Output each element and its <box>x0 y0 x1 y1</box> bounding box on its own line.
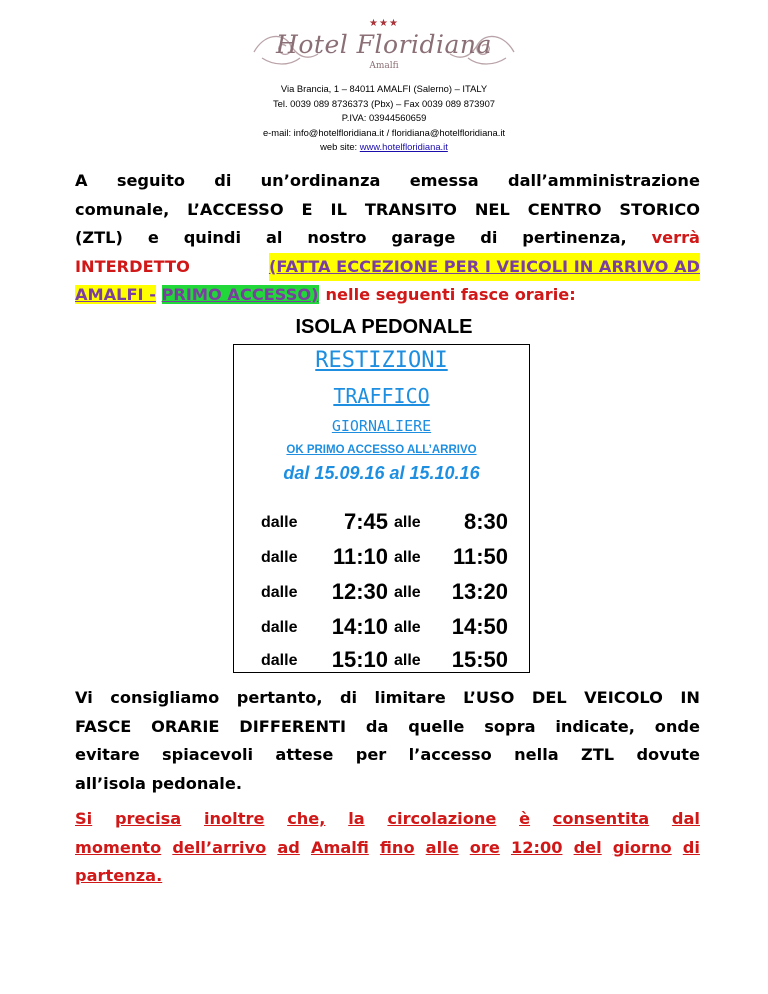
word: evitare <box>75 745 140 764</box>
word-verra: verrà <box>651 228 700 247</box>
intro-line-4 <box>75 253 700 282</box>
word: circolazione <box>387 809 497 828</box>
slot-to: 8:30 <box>463 509 508 534</box>
word: al <box>265 228 283 247</box>
word: L’USO <box>463 688 515 707</box>
advice-line-1 <box>75 684 700 713</box>
word: all’isola pedonale. <box>75 773 242 793</box>
slot-to: 15:50 <box>451 647 508 672</box>
word: da <box>365 716 389 736</box>
intro-paragraph <box>75 167 700 310</box>
to-word: alle <box>394 584 421 601</box>
from-word: dalle <box>261 652 298 669</box>
final-note-paragraph <box>75 805 700 891</box>
word: di <box>339 688 358 707</box>
intro-line-2 <box>75 196 700 225</box>
box-period: dal 15.09.16 al 15.10.16 <box>283 463 480 483</box>
to-word: alle <box>394 619 421 636</box>
word: NEL <box>474 199 510 219</box>
word: sopra <box>484 716 536 736</box>
word: quelle <box>408 716 465 736</box>
advice-paragraph <box>75 684 700 798</box>
word: 12:00 <box>510 837 563 857</box>
slot-from: 7:45 <box>343 509 388 534</box>
word: dall’amministrazione <box>508 171 700 190</box>
word: per <box>355 745 387 764</box>
word: quindi <box>183 228 242 247</box>
logo-name: Hotel Floridiana <box>276 30 492 59</box>
slot-from: 14:10 <box>331 614 388 639</box>
word: dell’arrivo <box>172 837 267 857</box>
advice-line-4 <box>75 770 700 799</box>
word: garage <box>391 228 456 247</box>
slot-to: 13:20 <box>451 579 508 604</box>
word: IL <box>330 199 347 219</box>
word: ZTL <box>581 745 615 764</box>
word: ore <box>469 837 500 857</box>
word: momento <box>75 837 162 857</box>
word: di <box>682 837 700 857</box>
slot-from: 15:10 <box>331 647 388 672</box>
word: VEICOLO <box>584 688 663 707</box>
word: indicate, <box>555 716 635 736</box>
slot-to: 14:50 <box>451 614 508 639</box>
word: Amalfi <box>310 837 369 857</box>
word: spiacevoli <box>162 745 254 764</box>
word: emessa <box>409 171 479 190</box>
web-line <box>0 140 768 155</box>
word: ad <box>277 837 300 857</box>
word: consentita <box>552 809 650 828</box>
intro-line-1 <box>75 167 700 196</box>
word: è <box>519 809 531 828</box>
word: inoltre <box>203 809 265 828</box>
fasce-orarie-text: nelle seguenti fasce orarie: <box>325 285 576 304</box>
word: ORARIE <box>151 716 220 736</box>
word: nostro <box>307 228 367 247</box>
word: di <box>214 171 232 190</box>
intro-line-3 <box>75 224 700 253</box>
from-word: dalle <box>261 619 298 636</box>
word: seguito <box>116 171 185 190</box>
word: (ZTL) <box>75 228 123 247</box>
word: un’ordinanza <box>260 171 381 190</box>
word: giorno <box>612 837 672 857</box>
word: di <box>480 228 498 247</box>
website-link[interactable]: www.hotelfloridiana.it <box>359 141 448 152</box>
word: dal <box>671 809 700 828</box>
word: STORICO <box>619 199 700 219</box>
email-line: e-mail: info@hotelfloridiana.it / floridiana@hotelfloridiana.it <box>262 126 506 138</box>
word: limitare <box>374 688 446 707</box>
word: del <box>573 837 602 857</box>
word: che, <box>287 809 326 828</box>
word: IN <box>680 688 700 707</box>
time-slot-row <box>261 575 511 605</box>
intro-line-5 <box>75 281 700 310</box>
from-word: dalle <box>261 549 298 566</box>
box-title-giornaliere: GIORNALIERE <box>331 417 432 435</box>
to-word: alle <box>394 514 421 531</box>
word: pertanto, <box>236 688 323 707</box>
word: nella <box>514 745 559 764</box>
logo-place: Amalfi <box>369 61 399 71</box>
restrictions-box <box>233 344 530 673</box>
final-line-2 <box>75 834 700 863</box>
word: l’accesso <box>408 745 492 764</box>
vat-line: P.IVA: 03944560659 <box>341 112 427 123</box>
exception-text-2: AMALFI - <box>75 285 156 304</box>
time-slot-row <box>261 610 511 640</box>
word: L’ACCESSO <box>187 199 284 219</box>
logo-stars: ★★★ <box>369 18 399 29</box>
word: alle <box>425 837 459 857</box>
advice-line-2 <box>75 713 700 742</box>
word: pertinenza, <box>522 228 627 247</box>
address-line: Via Brancia, 1 – 84011 AMALFI (Salerno) – ITALY <box>280 83 488 94</box>
box-note: OK PRIMO ACCESSO ALL’ARRIVO <box>286 444 477 456</box>
isola-heading: ISOLA PEDONALE <box>295 316 473 338</box>
word: DIFFERENTI <box>239 716 347 736</box>
advice-line-3 <box>75 741 700 770</box>
word: dovute <box>636 745 700 764</box>
from-word: dalle <box>261 584 298 601</box>
word: precisa <box>114 809 182 828</box>
word: Si <box>75 809 93 828</box>
time-slot-row <box>261 540 511 570</box>
word: la <box>348 809 365 828</box>
word: partenza. <box>75 866 163 885</box>
time-slot-row <box>261 505 511 535</box>
word: onde <box>654 716 700 736</box>
final-line-1 <box>75 805 700 834</box>
exception-text: (FATTA ECCEZIONE PER I VEICOLI IN ARRIVO AD <box>269 253 700 282</box>
box-title-restrizioni: RESTIZIONI <box>315 348 448 373</box>
to-word: alle <box>394 652 421 669</box>
word: attese <box>275 745 334 764</box>
slot-from: 12:30 <box>331 579 388 604</box>
contact-info <box>0 82 768 155</box>
word: e <box>147 228 159 247</box>
web-label: web site: <box>320 141 358 152</box>
word: DEL <box>531 688 567 707</box>
slot-to: 11:50 <box>452 544 508 569</box>
hotel-logo <box>234 14 534 80</box>
phone-line: Tel. 0039 089 8736373 (Pbx) – Fax 0039 089 873907 <box>272 97 496 109</box>
word: TRANSITO <box>364 199 457 219</box>
from-word: dalle <box>261 514 298 531</box>
word: E <box>301 199 313 219</box>
final-line-3 <box>75 862 700 891</box>
box-title-traffico: TRAFFICO <box>333 384 430 408</box>
word: consigliamo <box>110 688 220 707</box>
word: fino <box>379 837 415 857</box>
word-interdetto: INTERDETTO <box>75 256 190 276</box>
time-slot-row <box>261 643 511 673</box>
primo-accesso-text: PRIMO ACCESSO) <box>161 285 319 304</box>
word: A <box>75 171 88 190</box>
word: Vi <box>75 688 93 707</box>
slot-from: 11:10 <box>332 544 388 569</box>
to-word: alle <box>394 549 421 566</box>
word: comunale, <box>75 199 170 219</box>
word: FASCE <box>75 716 132 736</box>
word: CENTRO <box>527 199 602 219</box>
